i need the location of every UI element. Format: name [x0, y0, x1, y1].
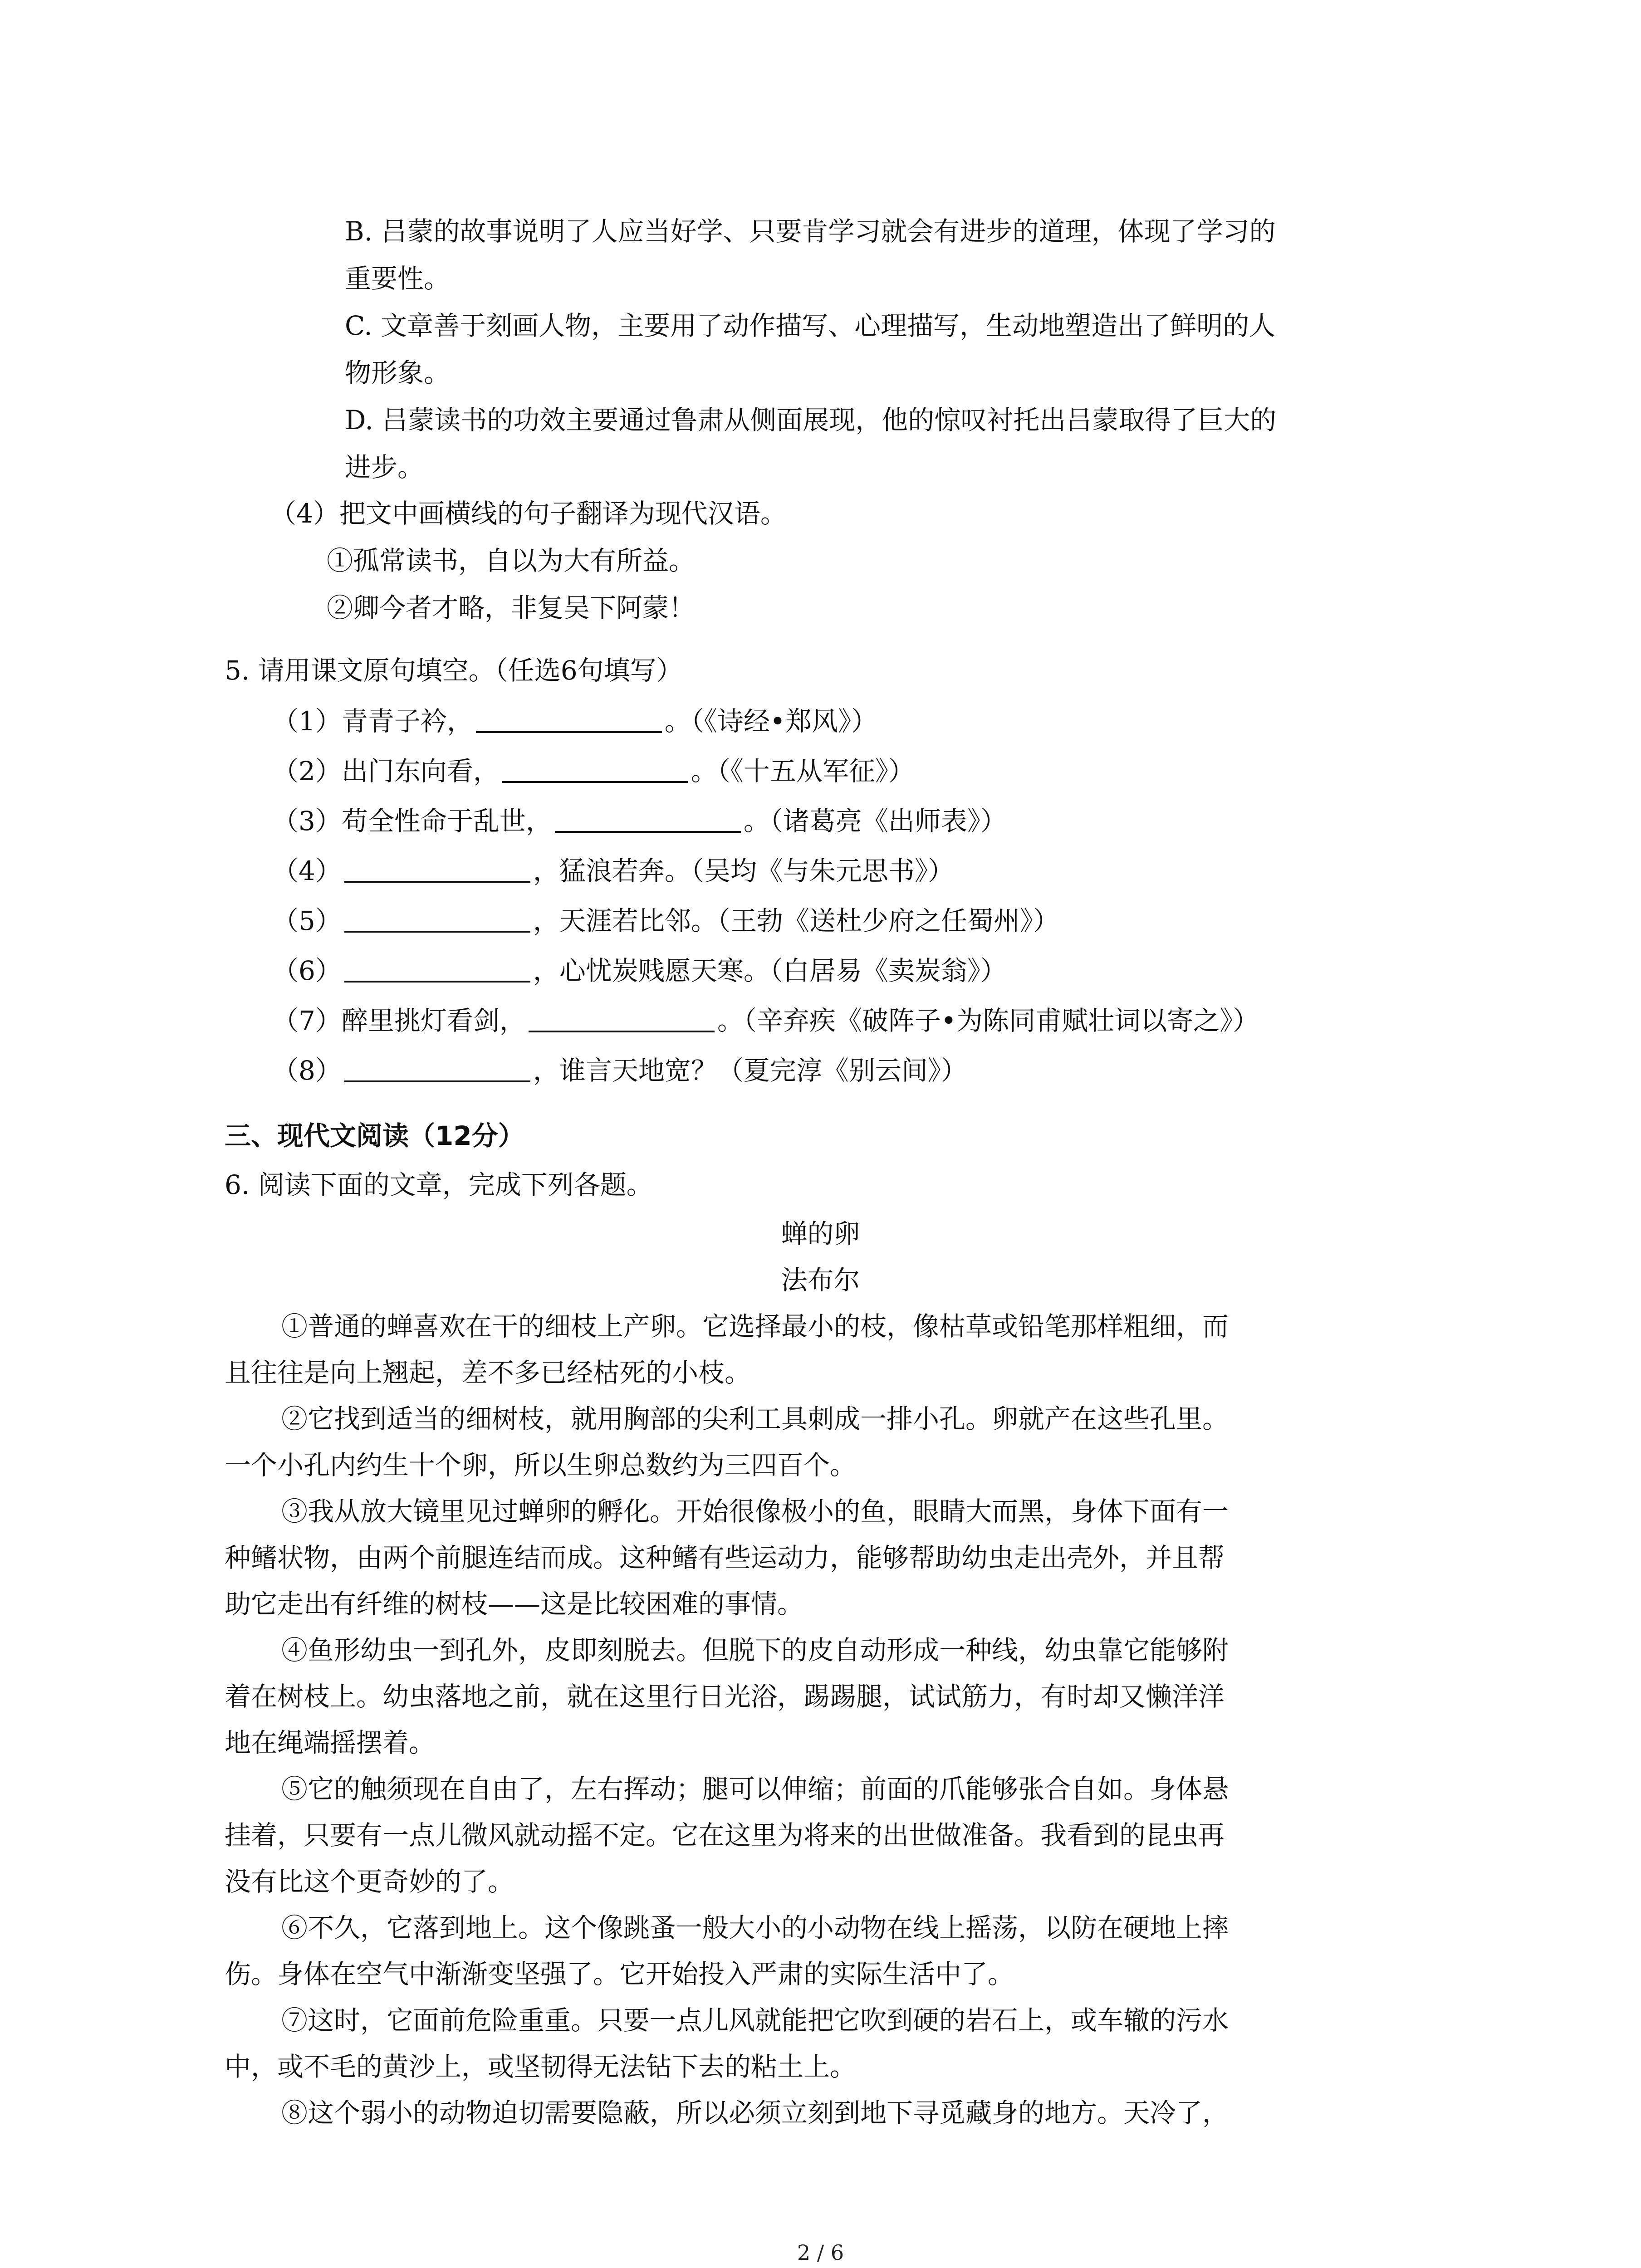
item-text-after: 。（《诗经•郑风》） — [664, 706, 878, 737]
q5-item-8 — [272, 1054, 967, 1087]
item-text-before: 出门东向看， — [341, 756, 500, 787]
q5-title: 5. 请用课文原句填空。（任选6句填写） — [225, 655, 683, 686]
q5-item-2 — [272, 755, 915, 787]
q5-item-4 — [272, 855, 954, 887]
item-number: （2） — [272, 756, 342, 787]
q5-item-7 — [272, 1004, 1259, 1037]
paragraph-3-line1: ③我从放大镜里见过蝉卵的孵化。开始很像极小的鱼，眼睛大而黑，身体下面有一 — [281, 1496, 1229, 1527]
option-c-line1: C. 文章善于刻画人物，主要用了动作描写、心理描写，生动地塑造出了鲜明的人 — [345, 310, 1276, 341]
item-text-after: 。（诸葛亮《出师表》） — [743, 806, 1007, 836]
fill-blank[interactable] — [344, 907, 530, 933]
page-number: 2 / 6 — [797, 2240, 844, 2265]
item-number: （6） — [272, 955, 342, 986]
paragraph-1-line2: 且往往是向上翘起，差不多已经枯死的小枝。 — [225, 1357, 751, 1388]
paragraph-1-line1: ①普通的蝉喜欢在干的细枝上产卵。它选择最小的枝，像枯草或铅笔那样粗细，而 — [281, 1311, 1229, 1342]
item-number: （8） — [272, 1055, 342, 1086]
item-text-after: 。（《十五从军征》） — [691, 756, 915, 787]
paragraph-5-line2: 挂着，只要有一点儿微风就动摇不定。它在这里为将来的出世做准备。我看到的昆虫再 — [225, 1820, 1225, 1851]
paragraph-6-line1: ⑥不久，它落到地上。这个像跳蚤一般大小的小动物在线上摇荡，以防在硬地上摔 — [281, 1912, 1229, 1943]
fill-blank[interactable] — [529, 1007, 715, 1032]
item-text-after: ，心忧炭贱愿天寒。（白居易《卖炭翁》） — [533, 955, 1007, 986]
item-text-before: 苟全性命于乱世， — [341, 806, 552, 836]
item-number: （7） — [272, 1005, 342, 1036]
option-d-line1: D. 吕蒙读书的功效主要通过鲁肃从侧面展现，他的惊叹衬托出吕蒙取得了巨大的 — [345, 405, 1277, 435]
q5-item-6 — [272, 954, 1007, 987]
fill-blank[interactable] — [344, 1057, 530, 1082]
item-text-before: 青青子衿， — [341, 706, 473, 737]
article-title: 蝉的卵 — [781, 1218, 860, 1249]
paragraph-4-line3: 地在绳端摇摆着。 — [225, 1727, 436, 1758]
q4-sentence-1: ①孤常读书，自以为大有所益。 — [327, 545, 696, 576]
paragraph-5-line1: ⑤它的触须现在自由了，左右挥动；腿可以伸缩；前面的爪能够张合自如。身体悬 — [281, 1774, 1229, 1804]
paragraph-3-line3: 助它走出有纤维的树枝——这是比较困难的事情。 — [225, 1589, 804, 1619]
paragraph-7-line1: ⑦这时，它面前危险重重。只要一点儿风就能把它吹到硬的岩石上，或车辙的污水 — [281, 2005, 1229, 2036]
item-number: （3） — [272, 806, 342, 836]
item-text-after: ，猛浪若奔。（吴均《与朱元思书》） — [533, 855, 954, 886]
q6-title: 6. 阅读下面的文章，完成下列各题。 — [225, 1169, 653, 1200]
option-b-line2: 重要性。 — [345, 263, 451, 294]
item-number: （5） — [272, 905, 342, 936]
item-text-after: ，天涯若比邻。（王勃《送杜少府之任蜀州》） — [533, 905, 1059, 936]
fill-blank[interactable] — [344, 857, 530, 883]
option-d-line2: 进步。 — [345, 452, 424, 483]
option-c-line2: 物形象。 — [345, 357, 451, 388]
q4-title: （4）把文中画横线的句子翻译为现代汉语。 — [270, 498, 787, 529]
paragraph-2-line2: 一个小孔内约生十个卵，所以生卵总数约为三四百个。 — [225, 1450, 857, 1481]
paragraph-8-line1: ⑧这个弱小的动物迫切需要隐蔽，所以必须立刻到地下寻觅藏身的地方。天冷了， — [281, 2097, 1229, 2128]
fill-blank[interactable] — [476, 708, 662, 733]
fill-blank[interactable] — [502, 758, 688, 783]
paragraph-5-line3: 没有比这个更奇妙的了。 — [225, 1866, 514, 1897]
paragraph-2-line1: ②它找到适当的细树枝，就用胸部的尖利工具刺成一排小孔。卵就产在这些孔里。 — [281, 1403, 1229, 1434]
paragraph-4-line1: ④鱼形幼虫一到孔外，皮即刻脱去。但脱下的皮自动形成一种线，幼虫靠它能够附 — [281, 1635, 1229, 1666]
paragraph-7-line2: 中，或不毛的黄沙上，或坚韧得无法钻下去的粘土上。 — [225, 2051, 857, 2082]
q5-item-1 — [272, 705, 877, 738]
item-text-after: 。（辛弃疾《破阵子•为陈同甫赋壮词以寄之》） — [717, 1005, 1259, 1036]
item-text-after: ，谁言天地宽？（夏完淳《别云间》） — [533, 1055, 967, 1086]
item-text-before: 醉里挑灯看剑， — [341, 1005, 526, 1036]
fill-blank[interactable] — [555, 807, 741, 833]
item-number: （4） — [272, 855, 342, 886]
q5-item-3 — [272, 805, 1007, 837]
fill-blank[interactable] — [344, 957, 530, 982]
option-b-line1: B. 吕蒙的故事说明了人应当好学、只要肯学习就会有进步的道理，体现了学习的 — [345, 216, 1276, 247]
article-author: 法布尔 — [781, 1265, 860, 1295]
section-heading: 三、现代文阅读（12分） — [225, 1120, 524, 1151]
q4-sentence-2: ②卿今者才略，非复吴下阿蒙！ — [327, 592, 696, 623]
paragraph-4-line2: 着在树枝上。幼虫落地之前，就在这里行日光浴，踢踢腿，试试筋力，有时却又懒洋洋 — [225, 1681, 1225, 1712]
paragraph-3-line2: 种鳍状物，由两个前腿连结而成。这种鳍有些运动力，能够帮助幼虫走出壳外，并且帮 — [225, 1542, 1225, 1573]
paragraph-6-line2: 伤。身体在空气中渐渐变坚强了。它开始投入严肃的实际生活中了。 — [225, 1959, 1014, 1989]
q5-item-5 — [272, 904, 1059, 937]
item-number: （1） — [272, 706, 342, 737]
